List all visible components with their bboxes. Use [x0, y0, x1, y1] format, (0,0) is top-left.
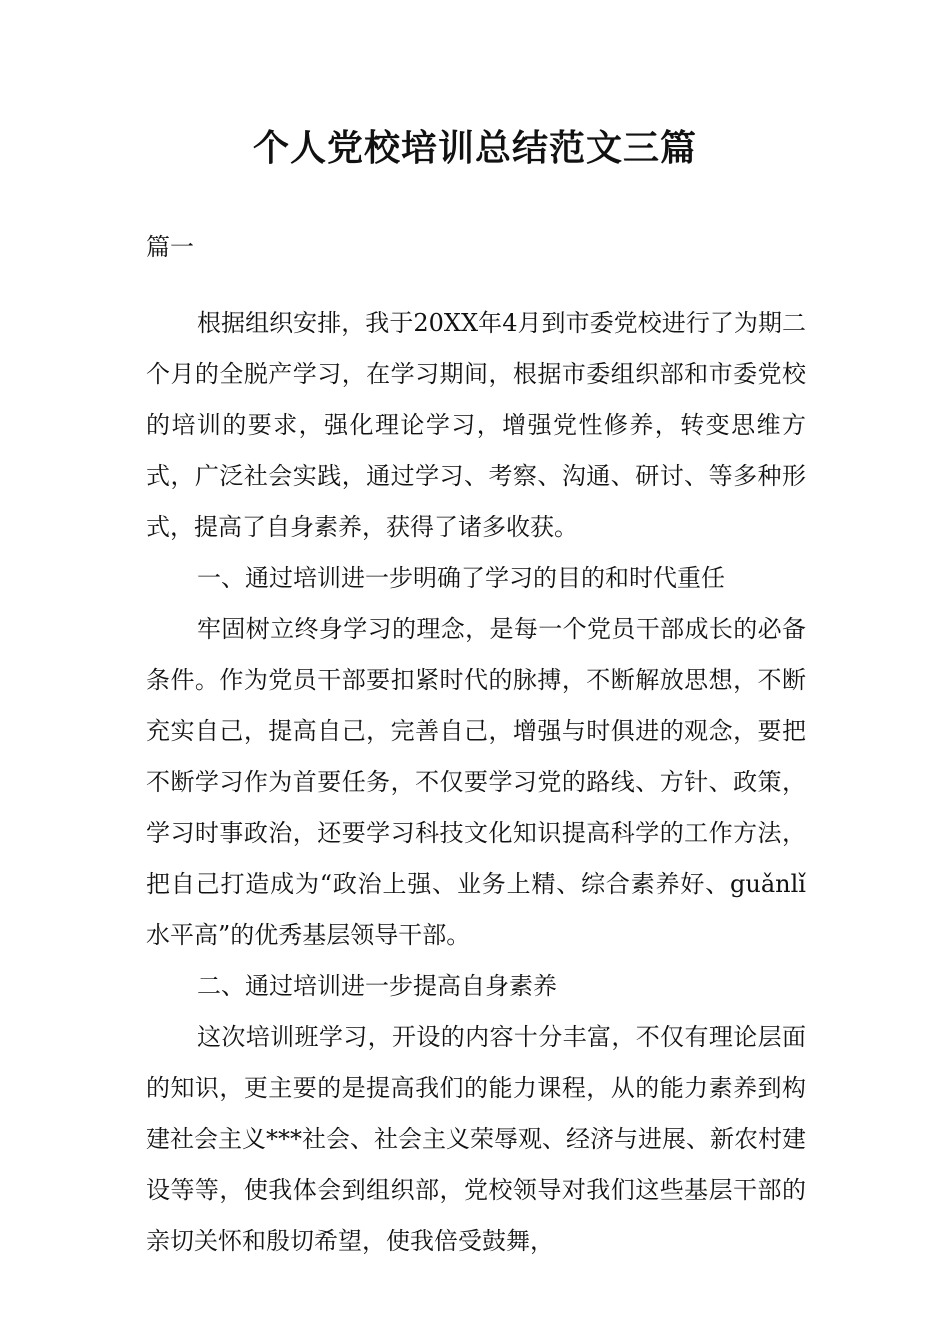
- paragraph-training-content: 这次培训班学习，开设的内容十分丰富，不仅有理论层面的知识，更主要的是提高我们的能力课程，从的能力素养到构建社会主义***社会、社会主义荣辱观、经济与进展、新农村建设等等，使我体会到组织部，党校领导对我们这些基层干部的亲切关怀和殷切希望，使我倍受鼓舞，: [146, 1023, 806, 1255]
- section-label: 篇一: [146, 233, 194, 261]
- heading-section-one: 一、通过培训进一步明确了学习的目的和时代重任: [197, 564, 725, 592]
- paragraph-intro: 根据组织安排，我于20XX年4月到市委党校进行了为期二个月的全脱产学习，在学习期间，根据市委组织部和市委党校的培训的要求，强化理论学习，增强党性修养，转变思维方式，广泛社会实践，通过学习、考察、沟通、研讨、等多种形式，提高了自身素养，获得了诸多收获。: [146, 309, 806, 541]
- document-body: [146, 222, 806, 1267]
- heading-section-two: 二、通过培训进一步提高自身素养: [197, 972, 557, 1000]
- paragraph-lifelong-learning: 牢固树立终身学习的理念，是每一个党员干部成长的必备条件。作为党员干部要扣紧时代的脉搏，不断解放思想，不断充实自己，提高自己，完善自己，增强与时俱进的观念，要把不断学习作为首要任务，不仅要学习党的路线、方针、政策，学习时事政治，还要学习科技文化知识提高科学的工作方法，把自己打造成为“政治上强、业务上精、综合素养好、guǎnlǐ水平高”的优秀基层领导干部。: [146, 615, 806, 949]
- document-title: 个人党校培训总结范文三篇: [252, 127, 697, 169]
